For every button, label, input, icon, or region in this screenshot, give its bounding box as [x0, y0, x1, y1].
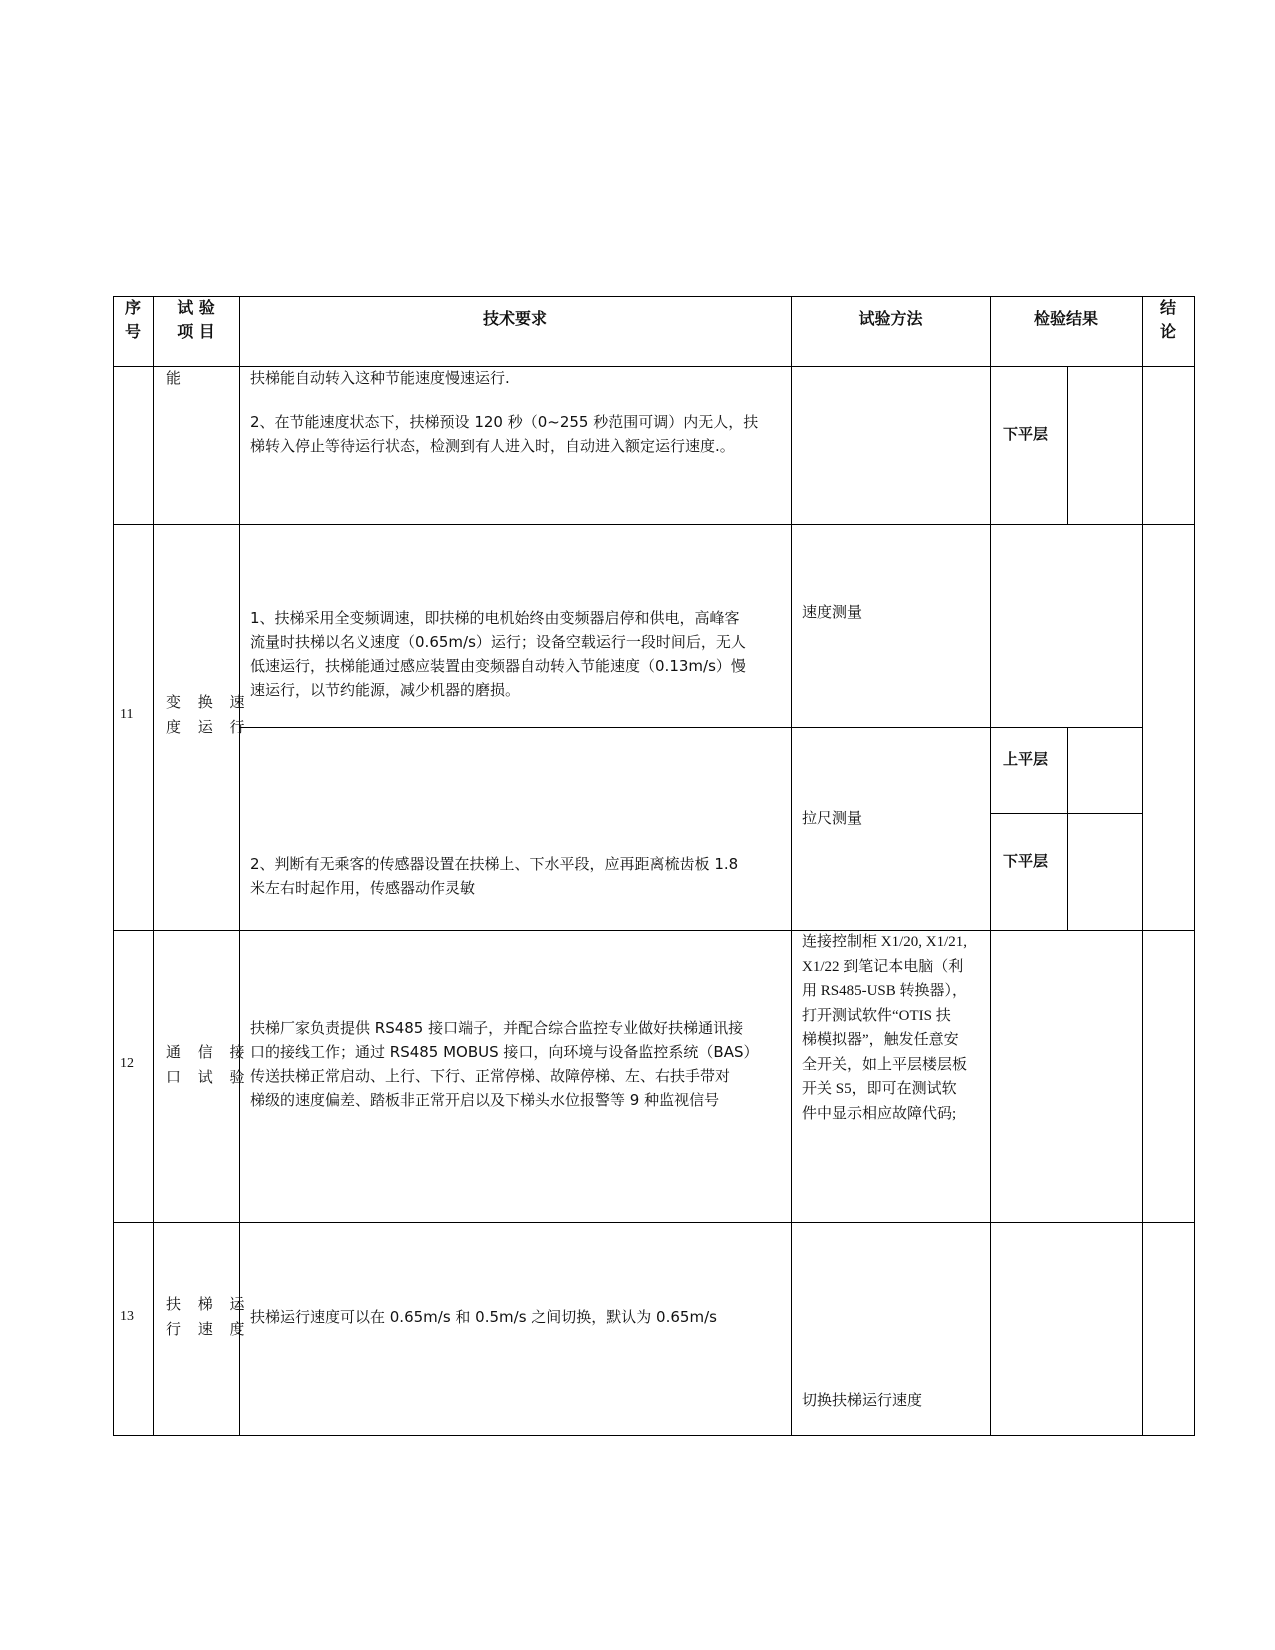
table-border-top — [113, 296, 1195, 297]
method-text: 切换扶梯运行速度 — [802, 1391, 923, 1409]
row-divider — [113, 524, 1195, 525]
header-method: 试验方法 — [858, 309, 923, 328]
requirement-text: 2、在节能速度状态下，扶梯预设 120 秒（0~255 秒范围可调）内无人，扶 梯转入停止等待运行状态，检测到有人进入时，自动进入额定运行速度.。 — [250, 413, 759, 455]
table-border-bottom — [113, 1435, 1195, 1436]
table-border-right — [1194, 296, 1195, 1436]
item-name: 通 信 接 口 试 验 — [166, 1043, 251, 1086]
requirement-text: 扶梯厂家负责提供 RS485 接口端子，并配合综合监控专业做好扶梯通讯接 口的接线工作；通过 RS485 MOBUS 接口，向环境与设备监控系统（BAS） 传送扶梯正常启动、上行、下行、正常停梯、故障停梯、左、右扶手带对 梯级的速度偏差、踏板非正常开启以及下梯头水位报警等 9 种监视信号 — [250, 1019, 759, 1109]
method-text: 速度测量 — [802, 603, 863, 621]
col-divider — [1142, 296, 1143, 1436]
result-subdivider — [1067, 366, 1068, 524]
header-item: 试 验 项 目 — [177, 298, 215, 341]
result-label-lower: 下平层 — [1003, 852, 1049, 870]
requirement-text: 扶梯运行速度可以在 0.65m/s 和 0.5m/s 之间切换，默认为 0.65m/s — [250, 1308, 717, 1326]
row11-divider — [239, 727, 1143, 728]
method-text: 连接控制柜 X1/20, X1/21, X1/22 到笔记本电脑（利 用 RS485-USB 转换器）， 打开测试软件“OTIS 扶 梯模拟器”，触发任意安 全开关，如上平层楼层板 开关 S5，即可在测试软 件中显示相应故障代码; — [802, 934, 968, 1122]
header-seq: 序 号 — [124, 298, 141, 341]
method-text: 拉尺测量 — [802, 809, 863, 827]
requirement-text: 扶梯能自动转入这种节能速度慢速运行. — [250, 369, 510, 387]
item-name: 能 — [166, 369, 182, 387]
row-number: 13 — [120, 1309, 134, 1324]
header-conclusion: 结 论 — [1159, 298, 1176, 341]
col-divider — [791, 296, 792, 1436]
col-divider — [239, 296, 240, 1436]
col-divider — [990, 296, 991, 1436]
header-requirement: 技术要求 — [482, 309, 547, 328]
item-name: 扶 梯 运 行 速 度 — [166, 1295, 251, 1338]
result-label-upper: 上平层 — [1003, 750, 1049, 768]
requirement-text: 1、扶梯采用全变频调速，即扶梯的电机始终由变频器启停和供电，高峰客 流量时扶梯以名义速度（0.65m/s）运行；设备空载运行一段时间后，无人 低速运行，扶梯能通过感应装置由变频器自动转入节能速度（0.13m/s）慢 速运行，以节约能源，减少机器的磨损。 — [250, 609, 746, 699]
item-name: 变 换 速 度 运 行 — [166, 693, 251, 736]
col-divider — [153, 296, 154, 1436]
result-subdivider — [1067, 727, 1068, 930]
result-label: 下平层 — [1003, 425, 1049, 443]
table-border-left — [113, 296, 114, 1436]
requirement-text: 2、判断有无乘客的传感器设置在扶梯上、下水平段，应再距离梳齿板 1.8 米左右时起作用，传感器动作灵敏 — [250, 855, 739, 897]
row-number: 11 — [120, 707, 134, 722]
header-result: 检验结果 — [1033, 309, 1098, 328]
row-divider — [113, 1222, 1195, 1223]
row-number: 12 — [120, 1056, 134, 1071]
row-divider — [113, 930, 1195, 931]
